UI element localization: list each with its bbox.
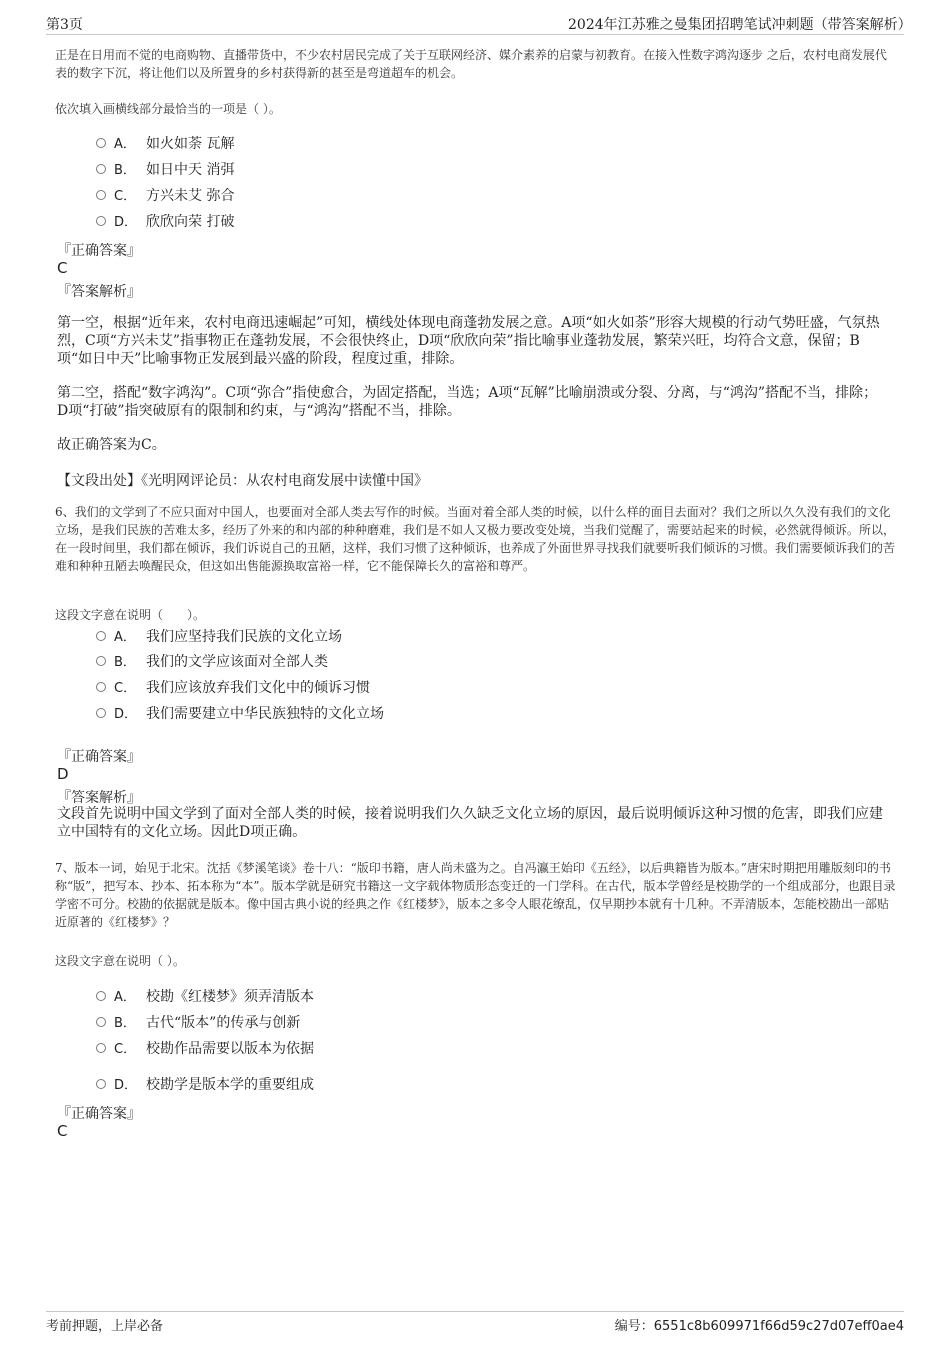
option-letter: A． (114, 137, 136, 152)
option-text: 欣欣向荣 打破 (146, 214, 235, 230)
option-text: 我们应坚持我们民族的文化立场 (146, 629, 342, 645)
q5-analysis-2: 第二空，搭配“数字鸿沟”。C项“弥合”指使愈合，为固定搭配，当选；A项“瓦解”比喻崩溃或分裂、分离，与“鸿沟”搭配不当，排除；D项“打破”指突破原有的限制和约束，与“鸿沟”搭配不当，排除。 (57, 385, 878, 419)
q5-answer-label: 『正确答案』 (57, 243, 141, 259)
option-text: 校勘学是版本学的重要组成 (146, 1077, 314, 1093)
q5-option-c[interactable] (96, 186, 234, 206)
document-title: 2024年江苏雅之曼集团招聘笔试冲刺题（带答案解析） (568, 17, 912, 33)
radio-icon[interactable] (96, 1043, 106, 1053)
q5-analysis-label: 『答案解析』 (57, 284, 141, 300)
q6-option-a[interactable] (96, 627, 342, 647)
option-text: 如日中天 消弭 (146, 162, 235, 178)
page-number: 第3页 (46, 17, 83, 33)
radio-icon[interactable] (96, 656, 106, 666)
option-letter: A． (114, 990, 136, 1005)
radio-icon[interactable] (96, 631, 106, 641)
option-letter: B． (114, 655, 136, 670)
q6-option-d[interactable] (96, 704, 384, 724)
radio-icon[interactable] (96, 1079, 106, 1089)
q5-analysis-1: 第一空，根据“近年来，农村电商迅速崛起”可知，横线处体现电商蓬勃发展之意。A项“如火如荼”形容大规模的行动气势旺盛，气氛热烈，C项“方兴未艾”指事物正在蓬勃发展，不会很快终止，D项“欣欣向荣”指比喻事业蓬勃发展，繁荣兴旺，均符合文意，保留；B项“如日中天”比喻事物正发展到最兴盛的阶段，程度过重，排除。 (57, 315, 880, 367)
q5-source: 【文段出处】《光明网评论员：从农村电商发展中读懂中国》 (57, 473, 428, 489)
option-letter: C． (114, 189, 137, 204)
q7-option-a[interactable] (96, 987, 314, 1007)
q6-option-b[interactable] (96, 652, 328, 672)
q6-analysis: 文段首先说明中国文学到了面对全部人类的时候，接着说明我们久久缺乏文化立场的原因，最后说明倾诉这种习惯的危害，即我们应建立中国特有的文化立场。因此D项正确。 (57, 806, 883, 840)
header-divider (46, 34, 904, 35)
option-text: 我们需要建立中华民族独特的文化立场 (146, 706, 384, 722)
option-text: 校勘《红楼梦》须弄清版本 (146, 989, 314, 1005)
radio-icon[interactable] (96, 216, 106, 226)
option-text: 校勘作品需要以版本为依据 (146, 1041, 314, 1057)
option-text: 方兴未艾 弥合 (146, 188, 235, 204)
q5-option-b[interactable] (96, 160, 234, 180)
option-letter: B． (114, 1016, 136, 1031)
footer-slogan: 考前押题，上岸必备 (46, 1319, 164, 1334)
radio-icon[interactable] (96, 164, 106, 174)
q7-option-c[interactable] (96, 1039, 314, 1059)
radio-icon[interactable] (96, 708, 106, 718)
radio-icon[interactable] (96, 991, 106, 1001)
q5-analysis-3: 故正确答案为C。 (57, 437, 166, 453)
radio-icon[interactable] (96, 190, 106, 200)
option-letter: C． (114, 681, 137, 696)
q7-passage: 7、版本一词，始见于北宋。沈括《梦溪笔谈》卷十八：“版印书籍，唐人尚未盛为之。自冯瀛王始印《五经》，以后典籍皆为版本。”唐宋时期把用雕版刻印的书称“版”，把写本、抄本、拓本称为“本”。版本学就是研究书籍这一文字载体物质形态变迁的一门学科。在古代，版本学曾经是校勘学的一个组成部分，也跟目录学密不可分。校勘的依据就是版本。像中国古典小说的经典之作《红楼梦》，版本之多令人眼花缭乱，仅早期抄本就有十几种。不弄清版本，怎能校勘出一部贴近原著的《红楼梦》？ (55, 861, 896, 929)
q5-answer: C (57, 259, 68, 277)
q6-answer: D (57, 765, 69, 783)
document-code (560, 1315, 904, 1334)
option-letter: D． (114, 707, 138, 722)
q6-answer-label: 『正确答案』 (57, 749, 141, 765)
option-text: 我们的文学应该面对全部人类 (146, 654, 328, 670)
code-value: 6551c8b609971f66d59c27d07eff0ae4 (653, 1319, 904, 1334)
q6-analysis-label: 『答案解析』 (57, 790, 141, 806)
q5-option-d[interactable] (96, 212, 234, 232)
footer-divider (46, 1311, 904, 1312)
option-letter: A． (114, 630, 136, 645)
q7-option-b[interactable] (96, 1013, 300, 1033)
option-letter: D． (114, 1078, 138, 1093)
radio-icon[interactable] (96, 1017, 106, 1027)
option-text: 古代“版本”的传承与创新 (146, 1015, 301, 1031)
q6-prompt: 这段文字意在说明（ ）。 (55, 608, 206, 622)
code-label: 编号： (614, 1319, 654, 1334)
q6-passage: 6、我们的文学到了不应只面对中国人，也要面对全部人类去写作的时候。当面对着全部人类的时候，以什么样的面目去面对？我们之所以久久没有我们的文化立场，是我们民族的苦难太多，经历了外来的和内部的种种磨难，我们是不如人又极力要改变处境，当我们觉醒了，需要站起来的时候，必然就得倾诉。所以，在一段时间里，我们都在倾诉，我们诉说自己的丑陋，这样，我们习惯了这种倾诉，也养成了外面世界寻找我们就要听我们倾诉的习惯。我们需要倾诉我们的苦难和种种丑陋去唤醒民众，但这如出售能源换取富裕一样，它不能保障长久的富裕和尊严。 (55, 505, 896, 573)
option-letter: D． (114, 215, 138, 230)
option-letter: B． (114, 163, 136, 178)
q6-option-c[interactable] (96, 678, 370, 698)
q7-answer: C (57, 1122, 68, 1140)
q7-prompt: 这段文字意在说明（ ）。 (55, 954, 185, 968)
radio-icon[interactable] (96, 138, 106, 148)
q5-prompt: 依次填入画横线部分最恰当的一项是（ ）。 (55, 102, 281, 116)
q5-option-a[interactable] (96, 134, 234, 154)
q7-answer-label: 『正确答案』 (57, 1106, 141, 1122)
option-letter: C． (114, 1042, 137, 1057)
radio-icon[interactable] (96, 682, 106, 692)
option-text: 如火如荼 瓦解 (146, 136, 235, 152)
option-text: 我们应该放弃我们文化中的倾诉习惯 (146, 680, 370, 696)
q5-passage: 正是在日用而不觉的电商购物、直播带货中，不少农村居民完成了关于互联网经济、媒介素养的启蒙与初教育。在接入性数字鸿沟逐步 之后，农村电商发展代表的数字下沉，将让他们以及所置身的乡村获得新的甚至是弯道超车的机会。 (55, 48, 887, 80)
q7-option-d[interactable] (96, 1075, 314, 1095)
